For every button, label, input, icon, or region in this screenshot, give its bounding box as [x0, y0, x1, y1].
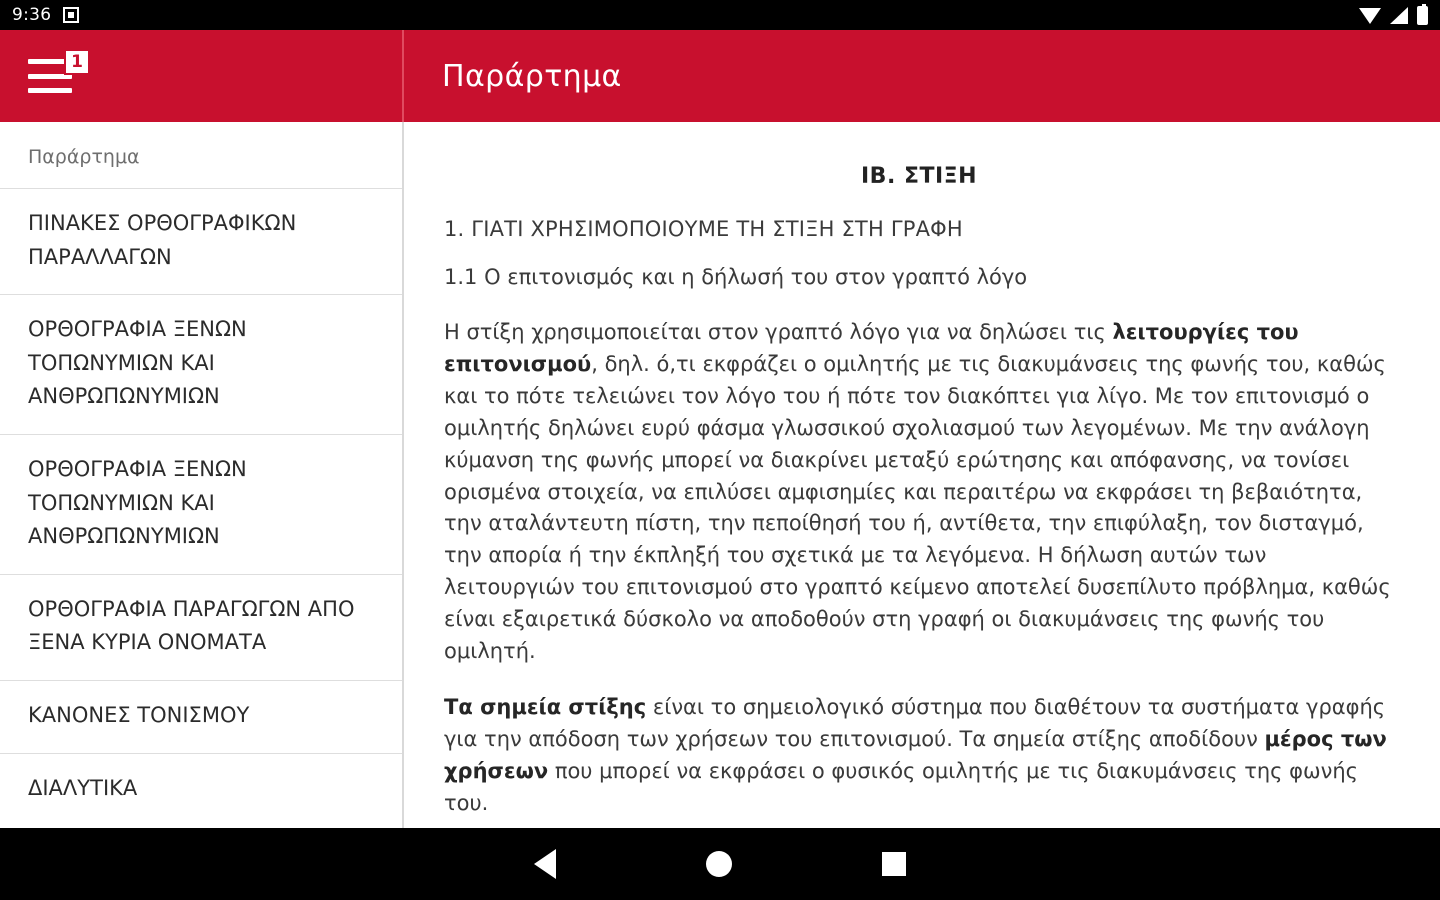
menu-bar-3	[28, 88, 72, 93]
sidebar-header: Παράρτημα	[28, 146, 140, 168]
document-heading-2: 1.1 Ο επιτονισμός και η δήλωσή του στον γραπτό λόγο	[444, 265, 1028, 289]
sidebar-item-derivatives-from-foreign-names[interactable]: ΟΡΘΟΓΡΑΦΙΑ ΠΑΡΑΓΩΓΩΝ ΑΠΟ ΞΕΝΑ ΚΥΡΙΑ ΟΝΟΜΑΤΑ	[0, 574, 402, 680]
hamburger-menu-icon[interactable]	[28, 52, 83, 93]
back-triangle-icon[interactable]	[534, 849, 556, 879]
paragraph-1-text-b: , δηλ. ό,τι εκφράζει ο ομιλητής με τις διακυμάνσεις της φωνής του, καθώς και το πότε τελειώνει τον λόγο του ή πότε τον διακόπτει για λίγο. Με τον επιτονισμό ο ομιλητής δηλώνει ευρύ φάσμα γλωσσικού σχολιασμού των λεγομένων. Με την ανάλογη κύμανση της φωνής μπορεί να διακρίνει μεταξύ ερώτησης και απόφανσης, να τονίσει ορισμένα στοιχεία, να επιλύσει αμφισημίες και περαιτέρω να εκφράσει τη βεβαιότητα, την αταλάντευτη πίστη, την πεποίθησή του ή, αντίθετα, την επιφύλαξη, τον δισταγμό, την απορία ή την έκπληξή του σχετικά με τα λεγόμενα. Η δήλωση αυτών των λειτουργιών του επιτονισμού στο γραπτό κείμενο αποτελεί δυσεπίλυτο πρόβλημα, καθώς είναι εξαιρετικά δύσκολο να αποδοθούν στη γραφή οι διακυμάνσεις της φωνής του ομιλητή.	[444, 351, 1391, 664]
paragraph-2-text-a: είναι το σημειολογικό σύστημα που διαθέτουν τα συστήματα γραφής για την απόδοση των χρήσεων του επιτονισμού. Τα σημεία στίξης αποδίδουν	[444, 694, 1386, 751]
document-content[interactable]	[404, 122, 1440, 828]
body-area	[0, 122, 1440, 828]
signal-icon	[1390, 7, 1408, 24]
home-circle-icon[interactable]	[706, 851, 732, 877]
app-bar-right	[404, 30, 1440, 122]
sidebar-item-foreign-toponyms-1[interactable]: ΟΡΘΟΓΡΑΦΙΑ ΞΕΝΩΝ ΤΟΠΩΝΥΜΙΩΝ ΚΑΙ ΑΝΘΡΩΠΩΝΥΜΙΩΝ	[0, 294, 402, 434]
app-bar	[0, 30, 1440, 122]
sidebar-item-accentuation-rules[interactable]: ΚΑΝΟΝΕΣ ΤΟΝΙΣΜΟΥ	[0, 680, 402, 753]
document-paragraph-1	[444, 317, 1394, 668]
status-bar-right	[1359, 6, 1428, 25]
recents-square-icon[interactable]	[882, 852, 906, 876]
sidebar-item-foreign-toponyms-2[interactable]: ΟΡΘΟΓΡΑΦΙΑ ΞΕΝΩΝ ΤΟΠΩΝΥΜΙΩΝ ΚΑΙ ΑΝΘΡΩΠΩΝΥΜΙΩΝ	[0, 434, 402, 574]
document-paragraph-2	[444, 692, 1394, 820]
status-clock: 9:36	[12, 5, 52, 25]
wifi-icon	[1359, 8, 1381, 24]
status-bar-left	[12, 5, 79, 25]
battery-icon	[1417, 6, 1428, 25]
status-bar	[0, 0, 1440, 30]
document-title: ΙΒ. ΣΤΙΞΗ	[860, 164, 977, 189]
sidebar[interactable]	[0, 122, 404, 828]
paragraph-2-bold-b: μέρος των χρήσεων	[444, 726, 1387, 783]
page-title: Παράρτημα	[442, 58, 622, 94]
system-nav-bar	[0, 828, 1440, 900]
app-running-icon	[63, 7, 79, 23]
menu-badge: 1	[64, 49, 90, 75]
app-bar-left	[0, 30, 404, 122]
sidebar-item-orthographic-tables[interactable]: ΠΙΝΑΚΕΣ ΟΡΘΟΓΡΑΦΙΚΩΝ ΠΑΡΑΛΛΑΓΩΝ	[0, 188, 402, 294]
paragraph-1-text-a: Η στίξη χρησιμοποιείται στον γραπτό λόγο για να δηλώσει τις	[444, 320, 1113, 344]
paragraph-2-text-b: που μπορεί να εκφράσει ο φυσικός ομιλητής με τις διακυμάνσεις της φωνής του.	[444, 758, 1358, 815]
paragraph-2-bold-a: Τα σημεία στίξης	[444, 694, 647, 719]
paragraph-1-bold-a: λειτουργίες του επιτονισμού	[444, 320, 1299, 376]
document-heading-1: 1. ΓΙΑΤΙ ΧΡΗΣΙΜΟΠΟΙΟΥΜΕ ΤΗ ΣΤΙΞΗ ΣΤΗ ΓΡΑΦΗ	[444, 217, 963, 241]
sidebar-item-diaeresis[interactable]: ΔΙΑΛΥΤΙΚΑ	[0, 753, 402, 826]
